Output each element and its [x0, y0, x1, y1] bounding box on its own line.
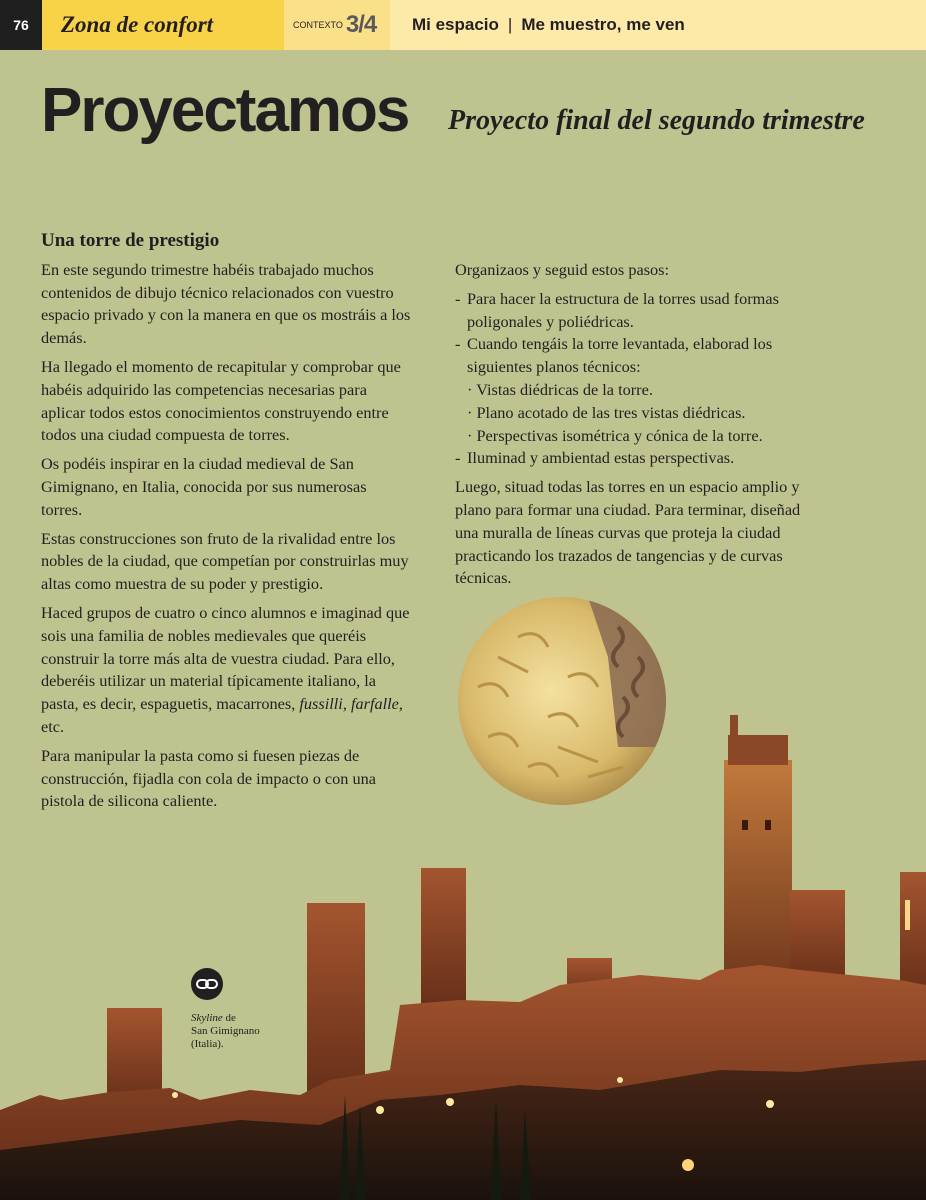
page-header: [0, 0, 926, 50]
paragraph-4: Estas construcciones son fruto de la rivalidad entre los nobles de la ciudad, que competían por construirlas muy altas como muestra de su poder y prestigio.: [41, 528, 409, 594]
steps-intro: Organizaos y seguid estos pasos:: [455, 260, 670, 279]
context-label: CONTEXTO: [293, 20, 343, 30]
page-number: 76: [0, 0, 42, 50]
italic-fussilli: fussilli: [299, 694, 343, 714]
paragraph-5-end: , etc.: [41, 694, 403, 736]
step-text: Iluminad y ambientad estas perspectivas.: [467, 448, 735, 468]
page-subtitle: Proyecto final del segundo trimestre: [448, 105, 865, 136]
bullet-dash: -: [455, 448, 461, 468]
comma: ,: [342, 694, 351, 714]
step-item: [455, 288, 815, 334]
context-number: 3/4: [345, 11, 377, 38]
sub-step-item: · Plano acotado de las tres vistas diédricas.: [467, 402, 746, 422]
bullet-dash: -: [455, 288, 461, 308]
window: [765, 820, 771, 830]
right-column: [455, 259, 815, 596]
section-b: Me muestro, me ven: [521, 15, 685, 34]
context-box: [284, 0, 390, 50]
section-title: [412, 0, 685, 50]
caption-rest: de: [222, 1012, 236, 1024]
paragraph-1: En este segundo trimestre habéis trabajado muchos contenidos de dibujo técnico relacionados con vuestro espacio privado y con la manera en que os mostráis a los demás.: [41, 259, 411, 348]
sub-step-item: · Vistas diédricas de la torre.: [467, 379, 653, 399]
italic-farfalle: farfalle: [350, 694, 399, 714]
step-text: Para hacer la estructura de la torres usad formas poligonales y poliédricas.: [467, 288, 779, 331]
sub-steps-list: [467, 379, 815, 447]
tower: [730, 715, 738, 740]
caption-text: [191, 1012, 311, 1051]
paragraph-6: Para manipular la pasta como si fuesen piezas de construcción, fijadla con cola de impacto o con una pistola de silicona caliente.: [41, 745, 376, 811]
zone-label: Zona de confort: [61, 12, 214, 37]
step-item: [455, 333, 815, 447]
lamp-light: [682, 1159, 694, 1171]
lamp-light: [446, 1098, 454, 1106]
paragraph-3: Os podéis inspirar en la ciudad medieval de San Gimignano, en Italia, conocida por sus numerosas torres.: [41, 454, 367, 519]
window: [742, 820, 748, 830]
lamp-light: [617, 1077, 623, 1083]
section-a: Mi espacio: [412, 15, 499, 34]
caption-line-3: (Italia).: [191, 1038, 224, 1050]
step-text: Cuando tengáis la torre levantada, elaborad los siguientes planos técnicos:: [467, 334, 773, 377]
caption-italic: Skyline: [191, 1012, 223, 1024]
caption-line-2: San Gimignano: [191, 1025, 260, 1037]
sub-step-item: · Perspectivas isométrica y cónica de la torre.: [467, 425, 763, 445]
zone-label-box: [42, 0, 284, 50]
bullet-dash: -: [455, 334, 461, 354]
paragraph-2: Ha llegado el momento de recapitular y comprobar que habéis adquirido las competencias necesarias para aplicar todos estos conocimientos construyendo entre todos una ciudad compuesta de torres.: [41, 356, 401, 445]
steps-list: [455, 288, 815, 470]
window: [905, 900, 910, 930]
lamp-light: [376, 1106, 384, 1114]
paragraph-5-text: Haced grupos de cuatro o cinco alumnos e imaginad que sois una familia de nobles medievales que queréis construir la torre más alta de vuestra ciudad. Para ello, deberéis utilizar un material típicamente italiano, la pasta, es decir, espaguetis, macarrones,: [41, 602, 410, 714]
section-separator: |: [507, 15, 513, 34]
pasta-photo: [458, 597, 666, 805]
closing-paragraph: Luego, situad todas las torres en un espacio amplio y plano para formar una ciudad. Para terminar, diseñad una muralla de líneas curvas que proteja la ciudad practicando los trazados de tangencias y de curvas técnicas.: [455, 477, 801, 588]
page-title: Proyectamos: [41, 76, 409, 145]
link-chain-icon: [191, 968, 223, 1000]
section-heading: Una torre de prestigio: [41, 230, 220, 251]
photo-caption: [191, 968, 311, 1051]
lamp-light: [172, 1092, 178, 1098]
lamp-light: [766, 1100, 774, 1108]
step-item: [455, 447, 815, 470]
